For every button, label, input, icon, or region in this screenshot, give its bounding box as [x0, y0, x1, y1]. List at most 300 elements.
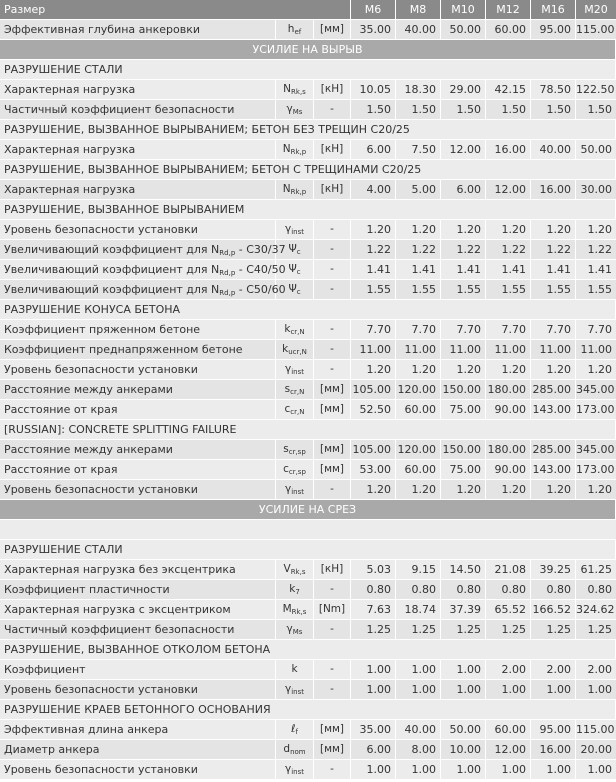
row-symbol-base: h [287, 23, 295, 35]
section-heading-label: РАЗРУШЕНИЕ, ВЫЗВАННОЕ ВЫРЫВАНИЕМ [0, 200, 616, 219]
row-value-m12: 12.00 [486, 180, 531, 199]
row-value-m6: 52.50 [351, 400, 396, 419]
header-size-m20: M20 [584, 3, 608, 16]
table-row [0, 400, 616, 420]
row-label [0, 380, 276, 399]
row-label-text: Уровень безопасности установки [4, 363, 198, 376]
row-value-m20: 0.80 [587, 583, 612, 596]
row-symbol [276, 580, 314, 599]
row-value-m16: 1.20 [531, 360, 576, 379]
row-unit: - [314, 240, 351, 259]
row-value-m6: 10.05 [351, 80, 396, 99]
row-symbol-base: Ψ [288, 283, 297, 295]
row-value-m10: 150.00 [441, 380, 486, 399]
row-symbol-subscript: ucr,N [288, 348, 307, 356]
header-size-m10: M10 [441, 0, 486, 19]
row-value-m16: 285.00 [531, 380, 576, 399]
row-label [0, 260, 286, 279]
row-symbol [276, 180, 314, 199]
row-symbol-subscript: cr,N [290, 328, 305, 336]
row-symbol [276, 20, 314, 39]
row-symbol-base: V [283, 563, 291, 575]
row-label-text: Эффективная длина анкера [4, 723, 169, 736]
row-value-m8: 1.20 [396, 220, 441, 239]
row-unit: - [314, 100, 351, 119]
row-symbol-subscript: inst [291, 688, 304, 696]
section-heading-label: [RUSSIAN]: CONCRETE SPLITTING FAILURE [0, 420, 616, 439]
row-label-text: Характерная нагрузка [4, 183, 136, 196]
row-label-text: Частичный коэффициент безопасности [4, 103, 235, 116]
row-value-m10: 75.00 [441, 460, 486, 479]
row-value-m10: 1.20 [441, 480, 486, 499]
row-value-m8: 1.00 [396, 760, 441, 779]
row-value-m20: 20.00 [580, 743, 612, 756]
row-unit: - [314, 760, 351, 779]
row-value-m10: 1.55 [441, 280, 486, 299]
row-label-text: Характерная нагрузка [4, 83, 136, 96]
row-value-m16: 1.20 [531, 220, 576, 239]
row-symbol-subscript: f [295, 728, 298, 736]
row-value-m10: 10.00 [441, 740, 486, 759]
row-label-subscript: Rd,p [219, 269, 236, 277]
row-value-m8: 5.00 [396, 180, 441, 199]
row-value-m16: 39.25 [531, 560, 576, 579]
header-size-label: Размер [0, 0, 351, 19]
row-value-m8: 7.50 [396, 140, 441, 159]
row-symbol-subscript: inst [291, 768, 304, 776]
row-label-text: Расстояние между анкерами [4, 443, 173, 456]
row-label [0, 720, 276, 739]
row-symbol-base: Ψ [288, 263, 297, 275]
row-value-m12: 1.25 [486, 620, 531, 639]
row-value-m10: 1.20 [441, 220, 486, 239]
row-value-m10: 12.00 [441, 140, 486, 159]
row-value-m12: 1.00 [486, 760, 531, 779]
row-symbol-subscript: cr,N [290, 388, 305, 396]
row-value-m16: 0.80 [531, 580, 576, 599]
table-row [0, 240, 616, 260]
table-row [0, 580, 616, 600]
row-value-m20: 30.00 [580, 183, 612, 196]
row-value-m12: 1.22 [486, 240, 531, 259]
row-symbol [276, 340, 314, 359]
table-row [0, 720, 616, 740]
row-value-m10: 11.00 [441, 340, 486, 359]
row-value-m10: 1.41 [441, 260, 486, 279]
header-size-m16: M16 [531, 0, 576, 19]
row-value-m6: 1.00 [351, 660, 396, 679]
row-unit: [кН] [314, 180, 351, 199]
row-label-text: Расстояние от края [4, 403, 118, 416]
row-value-m16: 95.00 [531, 20, 576, 39]
row-value-m6: 53.00 [351, 460, 396, 479]
row-symbol [276, 660, 314, 679]
row-label-text: Увеличивающий коэффициент для N [4, 243, 220, 256]
row-symbol-base: c [283, 463, 289, 475]
section-heading-label: РАЗРУШЕНИЕ, ВЫЗВАННОЕ ВЫРЫВАНИЕМ; БЕТОН БЕЗ ТРЕЩИН C20/25 [0, 120, 616, 139]
row-label-subscript: Rd,p [219, 249, 236, 257]
row-unit: - [314, 680, 351, 699]
row-symbol-subscript: 7 [295, 588, 300, 596]
row-label [0, 20, 276, 39]
section-heading-label: РАЗРУШЕНИЕ КРАЕВ БЕТОННОГО ОСНОВАНИЯ [0, 700, 616, 719]
section-heading-row [0, 420, 616, 440]
row-symbol [276, 380, 314, 399]
row-value-m16: 1.22 [531, 240, 576, 259]
row-symbol-base: d [283, 743, 291, 755]
row-label-text: Увеличивающий коэффициент для N [4, 283, 220, 296]
row-label-text: Характерная нагрузка без эксцентрика [4, 563, 236, 576]
row-symbol-base: γ [286, 623, 293, 635]
row-label-text: Эффективная глубина анкеровки [4, 23, 201, 36]
row-symbol-base: γ [285, 483, 292, 495]
row-symbol-subscript: cr,sp [288, 468, 306, 476]
section-heading-label: РАЗРУШЕНИЕ СТАЛИ [0, 60, 616, 79]
table-row [0, 260, 616, 280]
row-value-m6: 6.00 [351, 140, 396, 159]
table-row [0, 280, 616, 300]
row-value-m20: 324.62 [576, 603, 615, 616]
row-unit: [кН] [314, 560, 351, 579]
row-label-text: Характерная нагрузка с эксцентриком [4, 603, 231, 616]
row-symbol-base: γ [285, 683, 292, 695]
row-label [0, 280, 286, 299]
row-label [0, 80, 276, 99]
row-symbol-base: k [284, 323, 291, 335]
row-unit: [мм] [314, 440, 351, 459]
row-unit: - [314, 480, 351, 499]
row-value-m8: 1.25 [396, 620, 441, 639]
section-heading-row [0, 200, 616, 220]
row-label [0, 760, 276, 779]
row-value-m8: 1.41 [396, 260, 441, 279]
row-value-m10: 14.50 [441, 560, 486, 579]
row-value-m16: 2.00 [531, 660, 576, 679]
row-value-m8: 7.70 [396, 320, 441, 339]
row-symbol-subscript: inst [291, 228, 304, 236]
row-unit: - [314, 660, 351, 679]
row-value-m6: 1.20 [351, 480, 396, 499]
row-value-m12: 12.00 [486, 740, 531, 759]
row-value-m20: 1.55 [587, 283, 612, 296]
row-value-m16: 7.70 [531, 320, 576, 339]
section-heading-row [0, 540, 616, 560]
row-unit: - [314, 320, 351, 339]
row-value-m8: 18.30 [396, 80, 441, 99]
section-heading-label: РАЗРУШЕНИЕ, ВЫЗВАННОЕ ВЫРЫВАНИЕМ; БЕТОН С ТРЕЩИНАМИ C20/25 [0, 160, 616, 179]
row-value-m12: 7.70 [486, 320, 531, 339]
row-value-m6: 7.63 [351, 600, 396, 619]
row-value-m10: 7.70 [441, 320, 486, 339]
row-label-text: Диаметр анкера [4, 743, 100, 756]
table-row [0, 620, 616, 640]
row-symbol [276, 400, 314, 419]
row-symbol [276, 320, 314, 339]
row-value-m12: 1.20 [486, 480, 531, 499]
row-value-m12: 60.00 [486, 720, 531, 739]
row-symbol [276, 360, 314, 379]
row-value-m20: 1.41 [587, 263, 612, 276]
table-row [0, 660, 616, 680]
row-value-m20: 11.00 [580, 343, 612, 356]
row-symbol-base: s [284, 383, 291, 395]
row-value-m20: 2.00 [587, 663, 612, 676]
row-label-text: Уровень безопасности установки [4, 683, 198, 696]
row-value-m6: 35.00 [351, 720, 396, 739]
row-value-m6: 0.80 [351, 580, 396, 599]
row-unit: - [314, 620, 351, 639]
row-value-m8: 40.00 [396, 720, 441, 739]
row-symbol-subscript: Ms [292, 108, 303, 116]
row-value-m20: 345.00 [576, 383, 615, 396]
row-value-m8: 8.00 [396, 740, 441, 759]
row-label [0, 680, 276, 699]
row-value-m20: 1.22 [587, 243, 612, 256]
row-label [0, 480, 276, 499]
row-symbol [276, 280, 314, 299]
row-value-m12: 90.00 [486, 400, 531, 419]
table-row [0, 100, 616, 120]
row-value-m20: 1.00 [587, 763, 612, 776]
row-value-m8: 9.15 [396, 560, 441, 579]
row-value-m12: 0.80 [486, 580, 531, 599]
table-row [0, 480, 616, 500]
row-label [0, 140, 276, 159]
row-symbol [276, 720, 314, 739]
row-value-m20: 1.25 [587, 623, 612, 636]
section-band-row [0, 500, 616, 520]
row-value-m12: 1.50 [486, 100, 531, 119]
row-value-m12: 16.00 [486, 140, 531, 159]
row-symbol [276, 80, 314, 99]
row-value-m10: 1.22 [441, 240, 486, 259]
blank-row [0, 520, 616, 540]
row-value-m6: 5.03 [351, 560, 396, 579]
row-label [0, 400, 276, 419]
row-value-m10: 50.00 [441, 720, 486, 739]
table-row [0, 760, 616, 780]
row-value-m8: 40.00 [396, 20, 441, 39]
section-band-label: УСИЛИЕ НА СРЕЗ [0, 500, 616, 519]
table-row [0, 320, 616, 340]
row-symbol [276, 600, 314, 619]
row-label [0, 620, 276, 639]
row-symbol-subscript: Ms [292, 628, 303, 636]
row-value-m6: 1.50 [351, 100, 396, 119]
row-symbol [276, 740, 314, 759]
section-heading-row [0, 300, 616, 320]
row-value-m16: 1.41 [531, 260, 576, 279]
table-row [0, 140, 616, 160]
row-symbol-base: ℓ [291, 723, 296, 735]
row-value-m20: 345.00 [576, 443, 615, 456]
row-value-m16: 95.00 [531, 720, 576, 739]
section-heading-row [0, 640, 616, 660]
row-label [0, 600, 276, 619]
row-value-m10: 6.00 [441, 180, 486, 199]
table-row [0, 80, 616, 100]
row-unit: - [314, 220, 351, 239]
row-value-m6: 1.00 [351, 680, 396, 699]
table-row [0, 680, 616, 700]
row-value-m8: 1.50 [396, 100, 441, 119]
section-heading-label: РАЗРУШЕНИЕ СТАЛИ [0, 540, 616, 559]
row-symbol [276, 140, 314, 159]
row-value-m6: 6.00 [351, 740, 396, 759]
header-size-m8: M8 [396, 0, 441, 19]
row-value-m20: 173.00 [576, 403, 615, 416]
row-value-m12: 42.15 [486, 80, 531, 99]
row-unit: [мм] [314, 460, 351, 479]
row-value-m16: 1.20 [531, 480, 576, 499]
row-symbol [276, 620, 314, 639]
row-label-text: Коэффициент преднапряженном бетоне [4, 343, 243, 356]
row-unit: [мм] [314, 740, 351, 759]
row-value-m10: 1.50 [441, 100, 486, 119]
row-label [0, 560, 276, 579]
row-value-m12: 60.00 [486, 20, 531, 39]
row-value-m6: 7.70 [351, 320, 396, 339]
row-unit: - [314, 260, 351, 279]
row-symbol-subscript: nom [290, 748, 306, 756]
row-label [0, 580, 276, 599]
row-value-m10: 1.25 [441, 620, 486, 639]
row-value-m6: 1.22 [351, 240, 396, 259]
row-value-m10: 1.00 [441, 660, 486, 679]
table-row [0, 560, 616, 580]
row-label [0, 180, 276, 199]
row-unit: [мм] [314, 400, 351, 419]
row-value-m20: 1.50 [587, 103, 612, 116]
row-value-m10: 29.00 [441, 80, 486, 99]
row-value-m6: 4.00 [351, 180, 396, 199]
row-value-m6: 1.25 [351, 620, 396, 639]
row-value-m10: 37.39 [441, 600, 486, 619]
section-heading-row [0, 120, 616, 140]
row-label-text: Коэффициент [4, 663, 86, 676]
table-row [0, 460, 616, 480]
row-value-m12: 65.52 [486, 600, 531, 619]
row-value-m8: 11.00 [396, 340, 441, 359]
row-symbol [276, 260, 314, 279]
table-row [0, 440, 616, 460]
row-value-m12: 1.55 [486, 280, 531, 299]
row-value-m20: 122.50 [576, 83, 615, 96]
row-value-m10: 1.20 [441, 360, 486, 379]
row-value-m20: 1.00 [587, 683, 612, 696]
row-value-m20: 115.00 [576, 723, 615, 736]
table-row [0, 740, 616, 760]
row-unit: - [314, 360, 351, 379]
row-value-m10: 150.00 [441, 440, 486, 459]
row-value-m20: 7.70 [587, 323, 612, 336]
row-value-m12: 180.00 [486, 440, 531, 459]
row-value-m16: 1.50 [531, 100, 576, 119]
row-value-m6: 1.20 [351, 220, 396, 239]
row-symbol-base: c [284, 403, 291, 415]
row-unit: - [314, 340, 351, 359]
row-value-m16: 16.00 [531, 740, 576, 759]
row-value-m8: 18.74 [396, 600, 441, 619]
row-symbol-base: k [291, 663, 298, 675]
row-unit: - [314, 280, 351, 299]
row-label [0, 740, 276, 759]
section-heading-row [0, 160, 616, 180]
row-unit: [мм] [314, 380, 351, 399]
row-value-m16: 1.00 [531, 760, 576, 779]
row-value-m6: 1.55 [351, 280, 396, 299]
row-symbol [276, 760, 314, 779]
section-band-label: УСИЛИЕ НА ВЫРЫВ [0, 40, 616, 59]
row-unit: [Nm] [314, 600, 351, 619]
row-label-text: Расстояние между анкерами [4, 383, 173, 396]
row-symbol [276, 240, 314, 259]
row-value-m12: 1.00 [486, 680, 531, 699]
row-label-text: Характерная нагрузка [4, 143, 136, 156]
row-value-m8: 1.00 [396, 660, 441, 679]
row-symbol-base: γ [285, 363, 292, 375]
row-value-m8: 60.00 [396, 400, 441, 419]
row-symbol [276, 220, 314, 239]
table-row [0, 600, 616, 620]
row-label-text: Увеличивающий коэффициент для N [4, 263, 220, 276]
row-label-text: Коэффициент пластичности [4, 583, 170, 596]
row-symbol [276, 680, 314, 699]
row-label-suffix: - C40/50 [235, 263, 286, 276]
row-value-m16: 78.50 [531, 80, 576, 99]
row-symbol [276, 440, 314, 459]
row-value-m6: 1.20 [351, 360, 396, 379]
row-value-m20: 1.20 [587, 223, 612, 236]
row-value-m6: 35.00 [351, 20, 396, 39]
row-value-m20: 173.00 [576, 463, 615, 476]
row-value-m16: 40.00 [531, 140, 576, 159]
section-heading-row [0, 700, 616, 720]
row-symbol [276, 100, 314, 119]
row-label-text: Коэффициент пряженном бетоне [4, 323, 201, 336]
table-row [0, 180, 616, 200]
row-symbol-base: k [289, 583, 296, 595]
row-label [0, 360, 276, 379]
row-value-m10: 1.00 [441, 680, 486, 699]
row-value-m8: 1.55 [396, 280, 441, 299]
row-symbol-base: M [282, 603, 292, 615]
row-value-m6: 1.00 [351, 760, 396, 779]
row-value-m12: 180.00 [486, 380, 531, 399]
row-label-text: Расстояние от края [4, 463, 118, 476]
row-symbol [276, 480, 314, 499]
row-value-m16: 143.00 [531, 400, 576, 419]
row-label [0, 340, 276, 359]
row-symbol-subscript: Rk,s [290, 568, 306, 576]
row-value-m16: 1.25 [531, 620, 576, 639]
row-value-m8: 0.80 [396, 580, 441, 599]
row-value-m10: 50.00 [441, 20, 486, 39]
row-label-text: Уровень безопасности установки [4, 763, 198, 776]
row-unit: [кН] [314, 80, 351, 99]
row-value-m12: 90.00 [486, 460, 531, 479]
row-symbol-subscript: cr,sp [288, 448, 306, 456]
row-symbol-base: s [283, 443, 289, 455]
table-row [0, 380, 616, 400]
row-value-m8: 1.20 [396, 480, 441, 499]
table-row [0, 20, 616, 40]
row-value-m12: 2.00 [486, 660, 531, 679]
row-value-m16: 285.00 [531, 440, 576, 459]
row-value-m8: 120.00 [396, 440, 441, 459]
row-value-m6: 105.00 [351, 440, 396, 459]
row-symbol-base: k [282, 343, 289, 355]
